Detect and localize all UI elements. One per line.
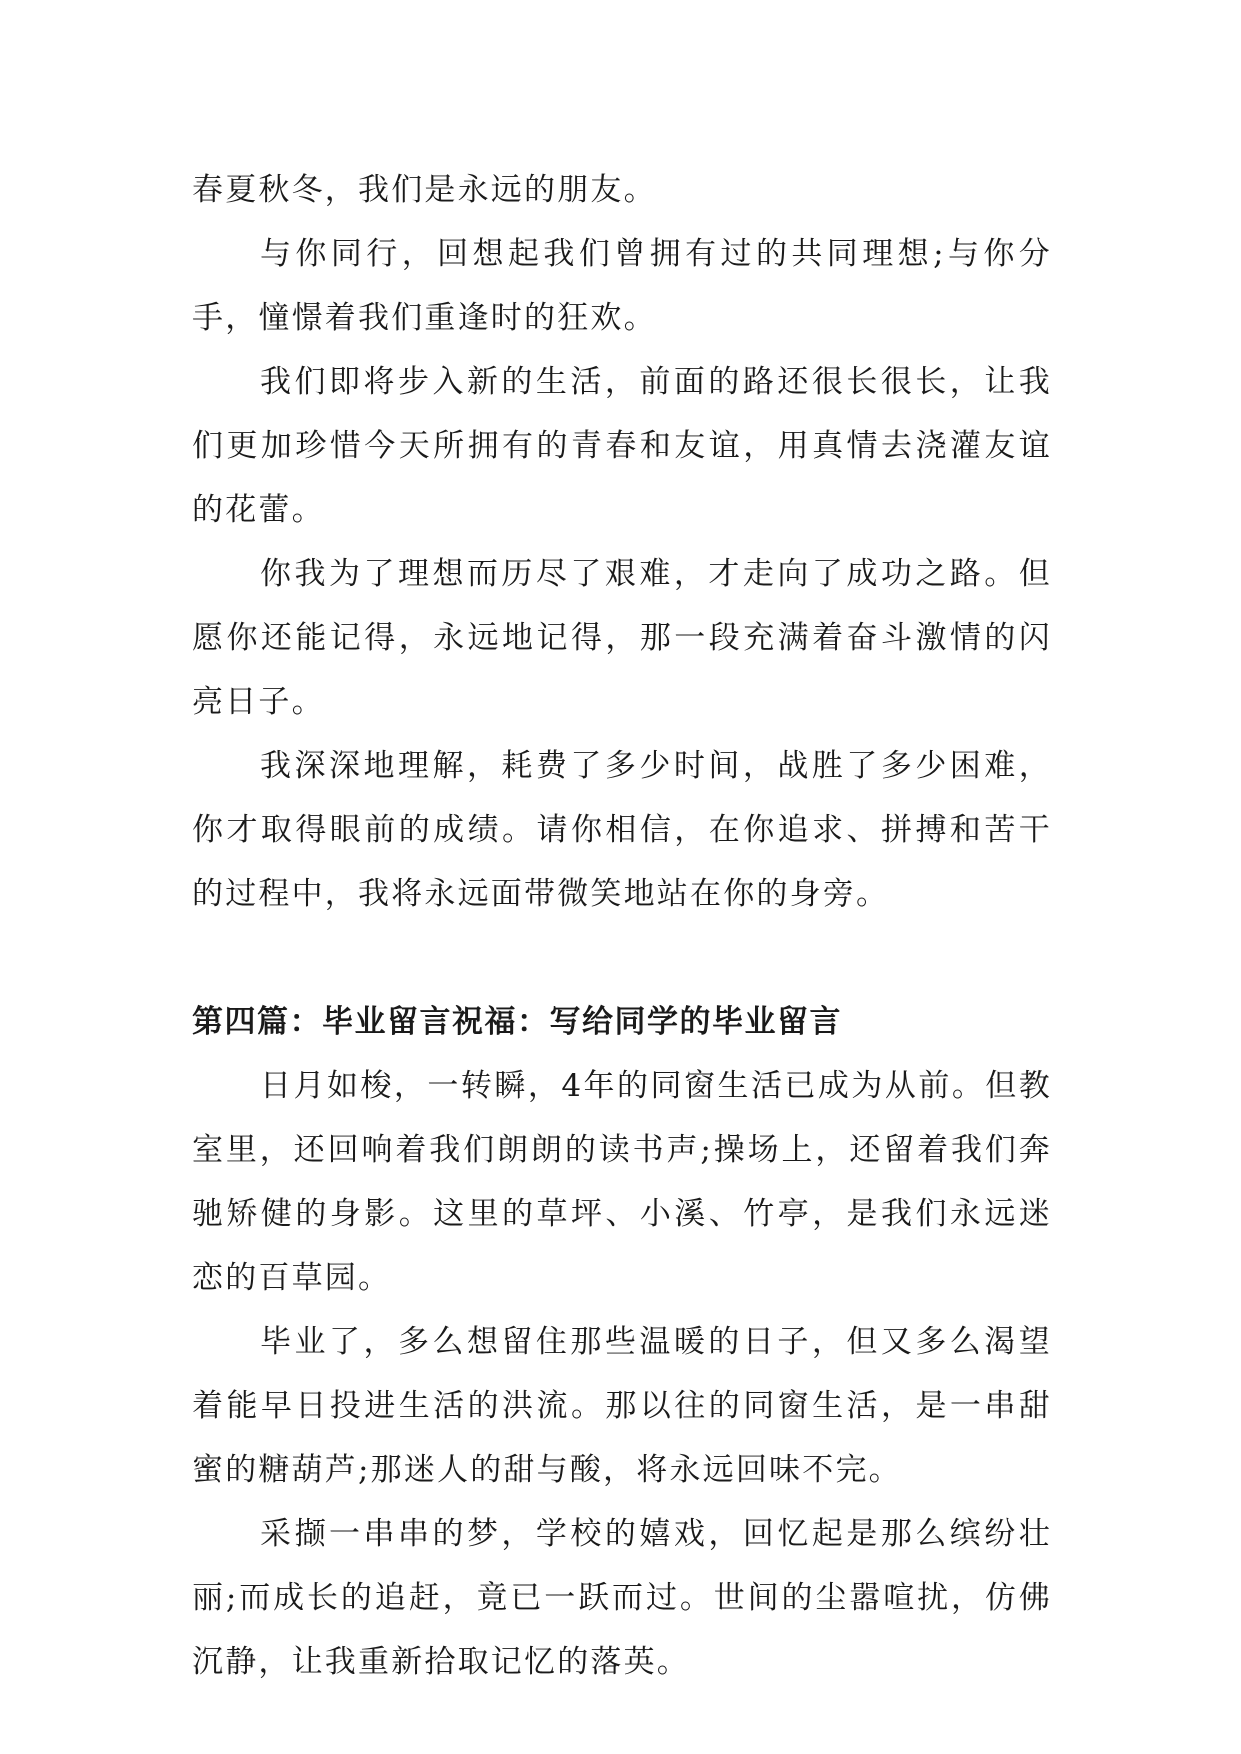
paragraph: 毕业了，多么想留住那些温暖的日子，但又多么渴望着能早日投进生活的洪流。那以往的同窗生活，是一串甜蜜的糖葫芦;那迷人的甜与酸，将永远回味不完。	[192, 1324, 1052, 1488]
paragraph: 我深深地理解，耗费了多少时间，战胜了多少困难，你才取得眼前的成绩。请你相信，在你追求、拼搏和苦干的过程中，我将永远面带微笑地站在你的身旁。	[192, 748, 1052, 912]
paragraph: 与你同行，回想起我们曾拥有过的共同理想;与你分手，憧憬着我们重逢时的狂欢。	[192, 236, 1052, 336]
paragraph-continuation: 春夏秋冬，我们是永远的朋友。	[192, 172, 657, 208]
section-spacer	[192, 926, 1052, 990]
paragraph: 日月如梭，一转瞬，4年的同窗生活已成为从前。但教室里，还回响着我们朗朗的读书声;操场上，还留着我们奔驰矫健的身影。这里的草坪、小溪、竹亭，是我们永远迷恋的百草园。	[192, 1068, 1052, 1296]
document-body	[192, 158, 1052, 1694]
paragraph: 采撷一串串的梦，学校的嬉戏，回忆起是那么缤纷壮丽;而成长的追赶，竟已一跃而过。世间的尘嚣喧扰，仿佛沉静，让我重新拾取记忆的落英。	[192, 1516, 1052, 1680]
paragraph: 我们即将步入新的生活，前面的路还很长很长，让我们更加珍惜今天所拥有的青春和友谊，用真情去浇灌友谊的花蕾。	[192, 364, 1052, 528]
section-title: 第四篇：毕业留言祝福：写给同学的毕业留言	[192, 1004, 842, 1040]
paragraph: 你我为了理想而历尽了艰难，才走向了成功之路。但愿你还能记得，永远地记得，那一段充满着奋斗激情的闪亮日子。	[192, 556, 1052, 720]
